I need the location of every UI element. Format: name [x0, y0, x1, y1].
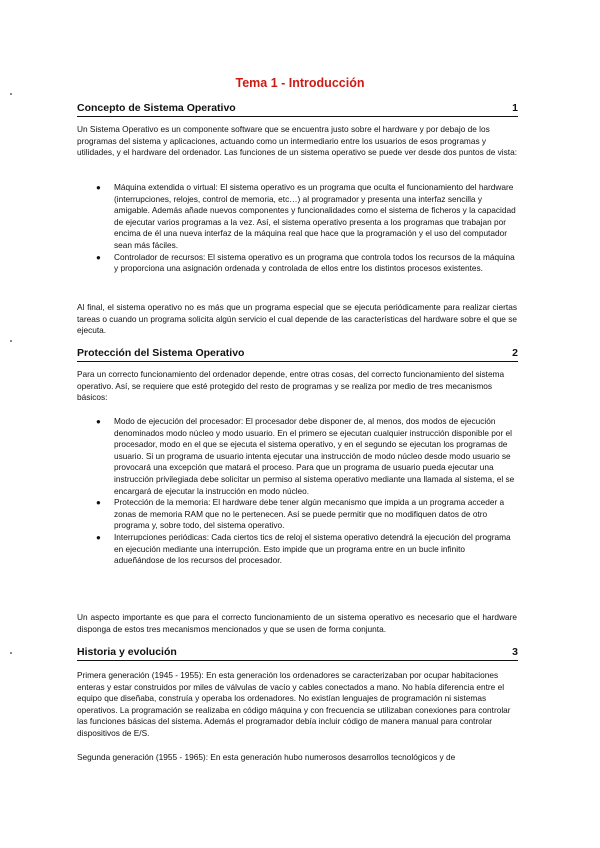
list-item	[77, 416, 517, 497]
list-item-text: Máquina extendida o virtual: El sistema operativo es un programa que oculta el funcionamiento del hardware (interrupciones, relojes, control de memoria, etc…) al programador y presenta una interfaz sencilla y amigable. Además añade nuevos componentes y funcionalidades como el sistema de ficheros y la capacidad de ejecutar varios programas a la vez. Así, el sistema operativo presenta a los programas que trabajan por encima de él una nueva interfaz de la máquina real que hace que la programación y el uso del computador sean más fáciles.	[114, 182, 516, 250]
section-heading-text: Historia y evolución	[77, 646, 177, 658]
section-2-intro: Para un correcto funcionamiento del ordenador depende, entre otras cosas, del correcto funcionamiento del sistema operativo. Así, se requiere que esté protegido del resto de programas y se realiza por medio de tres mecanismos básicos:	[77, 369, 505, 403]
section-number: 3	[512, 646, 518, 658]
list-item	[77, 252, 517, 275]
section-heading-text: Protección del Sistema Operativo	[77, 347, 245, 359]
bullet-icon: ●	[96, 498, 101, 508]
section-1-closing: Al final, el sistema operativo no es más que un programa especial que se ejecuta periódicamente para realizar ciertas tareas o cuando un programa solicita algún servicio el cual depende de las características del hardware sobre el que se ejecuta.	[77, 302, 517, 336]
list-item	[77, 182, 517, 252]
margin-mark	[10, 652, 12, 654]
section-number: 1	[512, 102, 518, 114]
list-item-text: Interrupciones periódicas: Cada ciertos tics de reloj el sistema operativo detendrá la ejecución del programa en ejecución mediante una interrupción. Esto impide que un programa entre en un bucle infinito adueñándose de los recursos del procesador.	[114, 531, 511, 566]
bullet-icon: ●	[96, 532, 101, 542]
section-2-closing: Un aspecto importante es que para el correcto funcionamiento de un sistema operativo es necesario que el hardware disponga de estos tres mecanismos mencionados y que se usen de forma conjunta.	[77, 612, 517, 634]
bullet-icon: ●	[96, 417, 101, 426]
document-title: Tema 1 - Introducción	[235, 76, 365, 90]
margin-mark	[10, 93, 12, 95]
section-heading-text: Concepto de Sistema Operativo	[77, 102, 236, 114]
section-heading-concepto	[77, 102, 518, 117]
section-heading-proteccion	[77, 347, 518, 362]
section-3-paragraph: Segunda generación (1955 - 1965): En esta generación hubo numerosos desarrollos tecnológicos y de	[77, 752, 456, 762]
section-2-bullets	[77, 416, 517, 567]
section-1-intro: Un Sistema Operativo es un componente software que se encuentra justo sobre el hardware y por debajo de los programas del sistema y aplicaciones, actuando como un intermediario entre los usuarios de esos programas y utilidades, y el hardware del ordenador. Las funciones de un sistema operativo se puede ver desde dos puntos de vista:	[77, 124, 518, 158]
margin-mark	[10, 340, 12, 342]
list-item-text: Protección de la memoria: El hardware debe tener algún mecanismo que impida a un programa acceder a zonas de memoria RAM que no le pertenecen. Así se puede permitir que no modifiquen datos de otro programa y, sobre todo, del sistema operativo.	[114, 497, 505, 531]
section-1-bullets	[77, 182, 517, 275]
list-item-text: Controlador de recursos: El sistema operativo es un programa que controla todos los recursos de la máquina y proporciona una asignación ordenada y controlada de ellos entre los distintos procesos existentes.	[114, 251, 515, 274]
section-heading-historia	[77, 646, 518, 661]
bullet-icon: ●	[96, 252, 101, 262]
list-item-text: Modo de ejecución del procesador: El procesador debe disponer de, al menos, dos modos de ejecución denominados modo núcleo y modo usuario. En el primero se ejecutan cualquier instrucción disponible por el procesador, modo en el que se ejecuta el sistema operativo, y en el segundo se ejecutan los programas de usuario. Si un programa de usuario intenta ejecutar una instrucción de modo núcleo desde modo usuario se provocará una excepción que matará el proceso. Para que un programa de usuario pueda ejecutar una instrucción privilegiada debe solicitar un permiso al sistema operativo mediante una llamada al sistema, el se encargará de ejecutar la instrucción en modo núcleo.	[114, 416, 515, 496]
list-item	[77, 497, 517, 532]
section-3-paragraph: Primera generación (1945 - 1955): En esta generación los ordenadores se caracterizaban por ocupar habitaciones enteras y estar construidos por miles de válvulas de vacío y cables conectados a mano. No había diferencia entre el equipo que diseñaba, construía y operaba los ordenadores. No existían lenguajes de programación ni sistemas operativos. La programación se realizaba en código máquina y con frecuencia se utilizaban conexiones para controlar las funciones básicas del sistema. Además el programador debía incluir código de manera manual para controlar dispositivos de E/S.	[77, 670, 511, 738]
list-item	[77, 532, 517, 567]
bullet-icon: ●	[96, 183, 101, 192]
section-number: 2	[512, 347, 518, 359]
